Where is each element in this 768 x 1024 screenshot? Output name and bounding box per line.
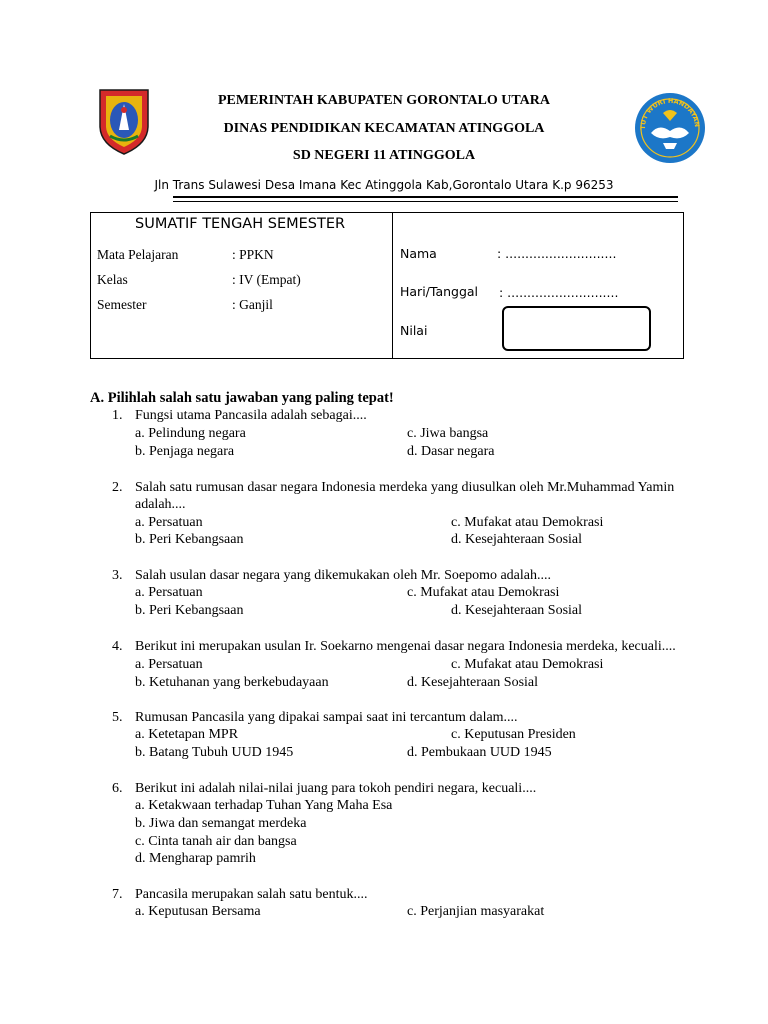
- answer-option[interactable]: b. Peri Kebangsaan: [135, 603, 244, 618]
- question-text: Salah satu rumusan dasar negara Indonesia merdeka yang diusulkan oleh Mr.Muhammad Yamin: [135, 480, 675, 495]
- answer-option[interactable]: a. Keputusan Bersama: [135, 904, 261, 919]
- question-number: 2.: [112, 480, 123, 495]
- answer-option[interactable]: c. Jiwa bangsa: [407, 426, 489, 441]
- header-address: Jln Trans Sulawesi Desa Imana Kec Atinggola Kab,Gorontalo Utara K.p 96253: [154, 178, 614, 192]
- answer-option[interactable]: a. Persatuan: [135, 657, 203, 672]
- answer-option[interactable]: d. Dasar negara: [407, 444, 495, 459]
- info-value-subject: : PPKN: [232, 247, 274, 262]
- question-text-continued: adalah....: [135, 497, 186, 512]
- section-instruction: A. Pilihlah salah satu jawaban yang paling tepat!: [90, 390, 394, 406]
- question-text: Pancasila merupakan salah satu bentuk....: [135, 887, 368, 902]
- score-box[interactable]: [502, 306, 651, 351]
- info-value-name[interactable]: : ............................: [497, 246, 617, 261]
- answer-option[interactable]: a. Persatuan: [135, 585, 203, 600]
- question-number: 3.: [112, 568, 123, 583]
- question-number: 5.: [112, 710, 123, 725]
- answer-option[interactable]: c. Mufakat atau Demokrasi: [451, 515, 604, 530]
- info-label-score: Nilai: [400, 323, 428, 338]
- logo-motto-text: TUT WURI HANDAYAN: [638, 96, 702, 130]
- question-text: Salah usulan dasar negara yang dikemukakan oleh Mr. Soepomo adalah....: [135, 568, 551, 583]
- answer-option[interactable]: b. Batang Tubuh UUD 1945: [135, 745, 294, 760]
- info-value-class: : IV (Empat): [232, 272, 301, 287]
- answer-option[interactable]: a. Pelindung negara: [135, 426, 246, 441]
- question-number: 4.: [112, 639, 123, 654]
- question-text: Fungsi utama Pancasila adalah sebagai....: [135, 408, 367, 423]
- info-label-name: Nama: [400, 246, 437, 261]
- question-number: 1.: [112, 408, 123, 423]
- question-number: 7.: [112, 887, 123, 902]
- answer-option[interactable]: c. Keputusan Presiden: [451, 727, 576, 742]
- answer-option[interactable]: b. Ketuhanan yang berkebudayaan: [135, 675, 329, 690]
- answer-option[interactable]: a. Ketakwaan terhadap Tuhan Yang Maha Esa: [135, 798, 393, 813]
- info-label-subject: Mata Pelajaran: [97, 247, 179, 262]
- answer-option[interactable]: d. Kesejahteraan Sosial: [451, 603, 583, 618]
- answer-option[interactable]: d. Kesejahteraan Sosial: [451, 532, 583, 547]
- question-number: 6.: [112, 781, 123, 796]
- info-value-semester: : Ganjil: [232, 297, 273, 312]
- info-value-date[interactable]: : ............................: [499, 285, 619, 300]
- info-label-semester: Semester: [97, 297, 147, 312]
- answer-option[interactable]: c. Cinta tanah air dan bangsa: [135, 834, 297, 849]
- answer-option[interactable]: b. Penjaga negara: [135, 444, 235, 459]
- answer-option[interactable]: b. Peri Kebangsaan: [135, 532, 244, 547]
- exam-title: SUMATIF TENGAH SEMESTER: [135, 216, 346, 232]
- header-government-line: PEMERINTAH KABUPATEN GORONTALO UTARA: [218, 93, 550, 108]
- question-text: Berikut ini adalah nilai-nilai juang para tokoh pendiri negara, kecuali....: [135, 781, 537, 796]
- answer-option[interactable]: c. Perjanjian masyarakat: [407, 904, 545, 919]
- header-rule-thin: [173, 201, 678, 202]
- answer-option[interactable]: c. Mufakat atau Demokrasi: [451, 657, 604, 672]
- answer-option[interactable]: c. Mufakat atau Demokrasi: [407, 585, 560, 600]
- info-label-date: Hari/Tanggal: [400, 284, 479, 299]
- answer-option[interactable]: b. Jiwa dan semangat merdeka: [135, 816, 307, 831]
- question-text: Rumusan Pancasila yang dipakai sampai saat ini tercantum dalam....: [135, 710, 518, 725]
- answer-option[interactable]: d. Mengharap pamrih: [135, 851, 256, 866]
- exam-info-divider: [392, 212, 393, 359]
- question-text: Berikut ini merupakan usulan Ir. Soekarno mengenai dasar negara Indonesia merdeka, kecuali....: [135, 639, 676, 654]
- answer-option[interactable]: a. Ketetapan MPR: [135, 727, 239, 742]
- answer-option[interactable]: d. Pembukaan UUD 1945: [407, 745, 552, 760]
- header-rule-thick: [173, 196, 678, 198]
- info-label-class: Kelas: [97, 272, 128, 287]
- answer-option[interactable]: a. Persatuan: [135, 515, 203, 530]
- answer-option[interactable]: d. Kesejahteraan Sosial: [407, 675, 539, 690]
- header-department-line: DINAS PENDIDIKAN KECAMATAN ATINGGOLA: [223, 121, 545, 136]
- header-school-name: SD NEGERI 11 ATINGGOLA: [292, 148, 476, 163]
